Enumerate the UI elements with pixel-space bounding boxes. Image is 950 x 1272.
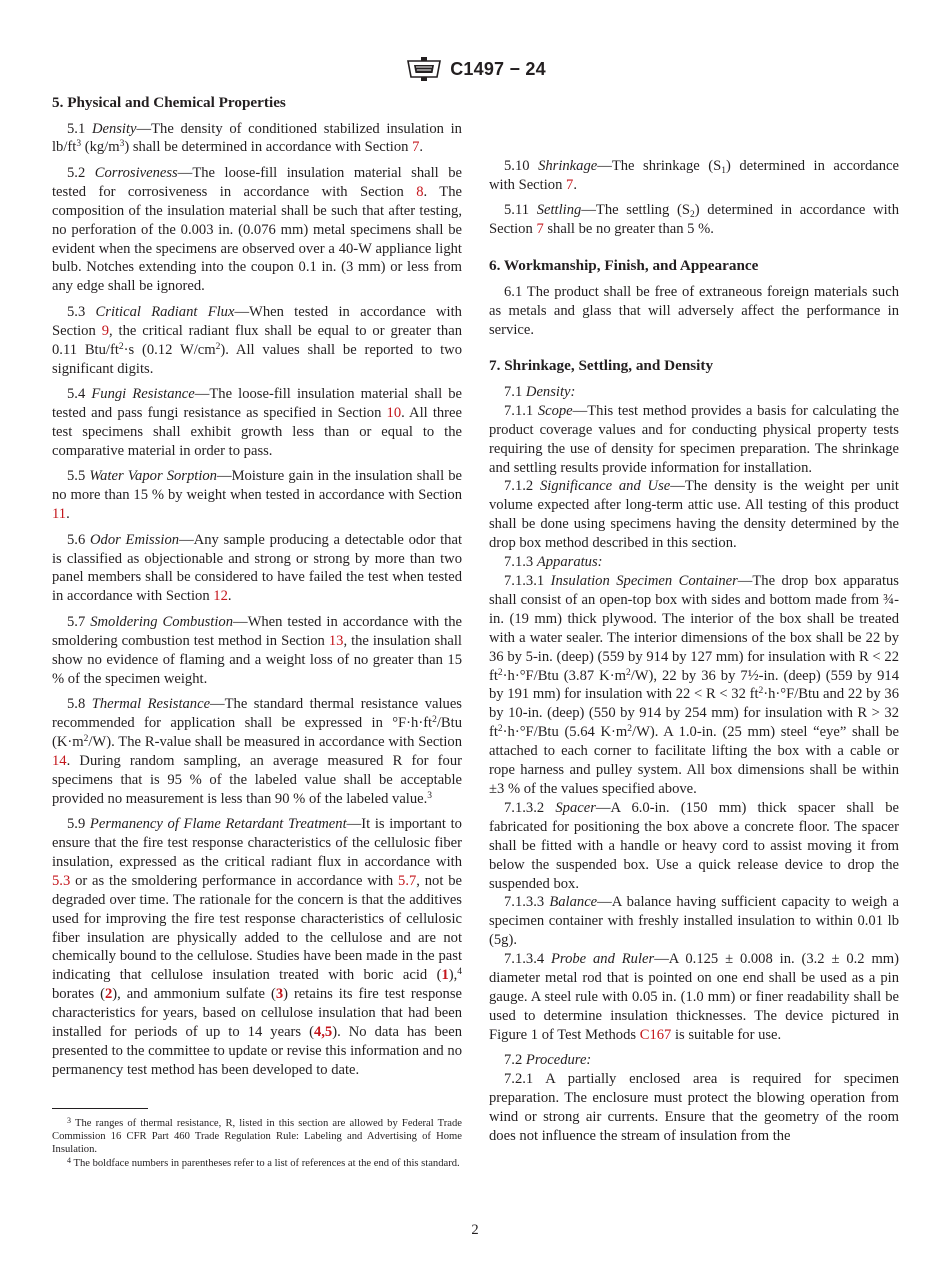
paragraph-text: . (419, 139, 424, 156)
paragraph-text: or as the smoldering performance in accordance with (70, 872, 399, 889)
page-header (0, 55, 950, 83)
paragraph-text: —When tested in accordance with the smoldering combustion test method in Section (52, 613, 463, 649)
paragraph-7-1-3-4 (489, 950, 899, 1045)
paragraph-text: ). No data has been presented to the committee to update or revise this information and no permanency test method has been developed to date. (52, 1024, 462, 1078)
paragraph-5-4 (52, 385, 462, 461)
paragraph-title: Density: (525, 383, 576, 400)
paragraph-number: 7.2.1 (504, 1071, 534, 1088)
paragraph-text: , the insulation shall show no evidence of flaming and a weight loss of no greater than 15 % of the specimen weight. (52, 632, 462, 687)
astm-logo-icon (404, 55, 444, 83)
paragraph-5-1 (52, 120, 462, 158)
paragraph-title: Probe and Ruler (551, 951, 655, 968)
superscript: 2 (118, 341, 124, 352)
paragraph-title: Density (91, 120, 137, 137)
paragraph-title: Thermal Resistance (91, 696, 211, 713)
paragraph-text: —The density of conditioned stabilized insulation in lb/ft (52, 120, 462, 156)
footnote-mark: 4 (67, 1156, 71, 1166)
paragraph-text: . (227, 588, 232, 605)
subscript: 2 (689, 210, 695, 221)
footnote-3 (52, 1117, 462, 1157)
reference-link[interactable]: 3 (275, 986, 284, 1003)
section-5-heading: 5. Physical and Chemical Properties (52, 94, 286, 111)
footnote-4 (52, 1157, 462, 1170)
paragraph-text: ·h·°F/Btu (3.87 K·m (502, 667, 626, 684)
left-column (52, 94, 462, 1080)
paragraph-text: ) shall be determined in accordance with Section (124, 139, 413, 156)
paragraph-title: Shrinkage (538, 158, 598, 174)
paragraph-text: , the critical radiant flux shall be equal to or greater than 0.11 Btu/ft (52, 322, 462, 358)
paragraph-text: —The drop box apparatus shall consist of an open-top box with sides and bottom made from ¾-in. (19 mm) thick plywood. The interior of the box shall be treated with a water sealer. The interior dimensions of the box shall be 22 by 36 by 5-in. (deep) (559 by 914 by 127 mm) for insulation with R < 22 ft (489, 573, 899, 684)
paragraph-text: /W), 22 by 36 by 7½-in. (deep) (559 by 914 by 191 mm) for insulation with 22 < R < 32 ft (489, 667, 899, 703)
section-link[interactable]: 8 (416, 183, 424, 200)
paragraph-5-6 (52, 531, 462, 607)
paragraph-text: , not be degraded over time. The rationale for the concern is that the additives used for improving the fire test response characteristics of cellulosic fiber insulation are physically added to the cellulose and are not chemically bound to the cellulose. Studies have been made in the past indicating that cellulose insulation treated with boric acid ( (52, 872, 462, 984)
paragraph-text: /W). A 1.0-in. (25 mm) steel “eye” shall be attached to each corner to facilitate lifting the box with a cable or rope harness and pulley system. All box dimensions shall be within ±3 % of the values specified above. (489, 724, 899, 797)
paragraph-text: (kg/m (81, 139, 120, 156)
superscript: 2 (497, 667, 503, 678)
paragraph-text: ). All values shall be reported to two significant digits. (52, 341, 463, 377)
paragraph-text: —The loose-fill insulation material shall be tested and pass fungi resistance as specified in Section (52, 386, 463, 421)
paragraph-title: Scope (537, 402, 573, 419)
section-link[interactable]: 10 (386, 404, 402, 421)
paragraph-text: borates ( (52, 986, 105, 1003)
paragraph-number: 7.1.2 (504, 478, 534, 495)
paragraph-text: . The composition of the insulation material shall be such that after testing, no perforation of the 0.003 in. (0.076 mm) metal specimens shall be evident when the specimens are observed over a 40-W appliance light bulb. Notches extending into the coupon 0.1 in. (3 mm) or less from any edge shall be ignored. (52, 183, 462, 295)
paragraph-number: 7.2 (504, 1052, 523, 1069)
paragraph-7-2 (489, 1051, 899, 1070)
paragraph-text: ) retains its fire test response characteristics for years, based on cellulose insulation that had been installed for periods of up to 14 years ( (52, 986, 462, 1041)
paragraph-title: Fungi Resistance (91, 386, 195, 403)
section-link[interactable]: 11 (52, 506, 67, 523)
paragraph-5-5 (52, 467, 462, 524)
section-7-heading: 7. Shrinkage, Settling, and Density (489, 357, 714, 375)
paragraph-text: A partially enclosed area is required for specimen preparation. The enclosure must protect the blowing operation from wind or strong air currents. Ensure that the geometry of the room does not influence the stream of insulation from the (489, 1071, 899, 1144)
footnotes (52, 1117, 462, 1171)
paragraph-text: ) determined in accordance with Section (489, 158, 900, 193)
paragraph-number: 5.1 (67, 120, 86, 137)
paragraph-title: Smoldering Combustion (90, 613, 234, 630)
paragraph-number: 5.7 (67, 613, 86, 630)
paragraph-5-3 (52, 303, 462, 379)
paragraph-text: —Any sample producing a detectable odor that is classified as objectionable and strong or strong by more than two panel members shall be considered to have failed the test when tested in accordance with Section (52, 531, 463, 605)
paragraph-title: Water Vapor Sorption (89, 468, 217, 485)
footnote-marker[interactable]: 3 (427, 790, 433, 801)
paragraph-title: Settling (536, 202, 582, 219)
paragraph-title: Procedure: (525, 1052, 592, 1069)
paragraph-number: 5.10 (504, 158, 530, 174)
paragraph-title: Corrosiveness (94, 164, 178, 181)
footnote-mark: 3 (67, 1116, 71, 1125)
paragraph-number: 5.2 (67, 164, 86, 181)
paragraph-text: /W). The R-value shall be measured in accordance with Section (88, 733, 462, 750)
paragraph-number: 7.1 (504, 383, 523, 400)
paragraph-number: 7.1.3.2 (504, 799, 545, 816)
right-column (489, 94, 899, 1146)
paragraph-text: ), (448, 967, 458, 984)
paragraph-text: —It is important to ensure that the fire test response characteristics of the cellulosic fiber insulation, expressed as the critical radiant flux in accordance with (52, 816, 462, 870)
paragraph-text: . All three test specimens shall exhibit growth less than or equal to the comparative material in order to pass. (52, 404, 462, 459)
paragraph-text: ), and ammonium sulfate ( (112, 986, 276, 1003)
section-link[interactable]: 12 (213, 588, 228, 605)
paragraph-7-1-3-3 (489, 893, 899, 950)
paragraph-7-2-1 (489, 1070, 899, 1146)
paragraph-number: 7.1.3.4 (504, 951, 545, 968)
paragraph-number: 5.11 (504, 202, 529, 219)
superscript: 2 (83, 733, 89, 744)
paragraph-number: 7.1.3.1 (504, 573, 545, 589)
paragraph-text: —When tested in accordance with Section (52, 303, 462, 339)
section-link[interactable]: 5.3 (52, 872, 71, 889)
paragraph-text: . During random sampling, an average measured R for four specimens that is 95 % of the labeled value shall be acceptable provided no measurement is less than 90 % of the labeled value. (52, 752, 462, 807)
paragraph-5-10 (489, 157, 899, 195)
footnote-divider (52, 1108, 148, 1109)
paragraph-title: Permanency of Flame Retardant Treatment (89, 816, 347, 833)
paragraph-text: —A 0.125 ± 0.008 in. (3.2 ± 0.2 mm) diameter metal rod that is pointed on one end shall be used as a pin gauge. A steel rule with 0.05 in. (1.0 mm) or finer readability shall be used to determine insulation thicknesses. The device pictured in Figure 1 of Test Methods (489, 951, 900, 1043)
reference-link[interactable]: 1 (441, 967, 449, 984)
footnote-marker[interactable]: 4 (457, 967, 462, 978)
paragraph-number: 5.9 (67, 816, 86, 833)
paragraph-title: Critical Radiant Flux (95, 303, 235, 320)
superscript: 2 (758, 686, 764, 697)
paragraph-number: 5.6 (67, 531, 86, 548)
paragraph-number: 5.4 (67, 386, 86, 403)
paragraph-number: 7.1.1 (504, 402, 534, 419)
paragraph-5-8 (52, 695, 462, 808)
paragraph-7-1-1 (489, 402, 899, 478)
paragraph-text: —This test method provides a basis for calculating the product coverage values and for conducting physical property tests requiring the use of density for specimen preparation. The shrinkage and settling results provide information for installation. (489, 402, 899, 476)
superscript: 2 (432, 714, 437, 725)
paragraph-number: 5.3 (67, 303, 86, 320)
paragraph-title: Significance and Use (539, 478, 671, 495)
paragraph-text: . (573, 176, 577, 193)
reference-link[interactable]: 2 (104, 986, 113, 1003)
paragraph-5-7 (52, 613, 462, 689)
footnote-text: The boldface numbers in parentheses refer to a list of references at the end of this standard. (73, 1158, 460, 1170)
paragraph-7-1 (489, 383, 899, 402)
paragraph-text: —The standard thermal resistance values recommended for application shall be expressed in °F·h·ft (52, 696, 462, 731)
reference-link[interactable]: 4,5 (313, 1024, 333, 1041)
section-link[interactable]: 7 (536, 221, 544, 238)
paragraph-text: . (66, 506, 70, 523)
section-link[interactable]: 5.7 (398, 872, 417, 889)
paragraph-title: Apparatus: (536, 554, 603, 571)
page-number: 2 (471, 1222, 479, 1238)
paragraph-text: /Btu (K·m (52, 714, 462, 750)
subscript: 1 (721, 166, 727, 176)
paragraph-title: Odor Emission (90, 531, 180, 548)
paragraph-text: ·h·°F/Btu (5.64 K·m (502, 724, 628, 741)
section-link[interactable]: 7 (566, 176, 574, 193)
paragraph-7-1-3 (489, 553, 899, 572)
paragraph-text: is suitable for use. (671, 1026, 782, 1043)
paragraph-text: —A 6.0-in. (150 mm) thick spacer shall be fabricated for positioning the box above a concrete floor. The spacer shall be fitted with a handle or heavy cord to assist moving it from below the suspended box. Use a quick release device to drop the suspended box. (489, 799, 899, 892)
paragraph-text: shall be no greater than 5 %. (543, 221, 714, 238)
paragraph-5-11 (489, 201, 899, 239)
standard-link-c167[interactable]: C167 (639, 1026, 672, 1043)
paragraph-5-9 (52, 815, 462, 1080)
paragraph-text: —The density is the weight per unit volume expected after long-term attic use. All testing of this product shall be done using specimens having the density determined by the drop box method described in this section. (489, 478, 899, 552)
paragraph-text: —Moisture gain in the insulation shall be no more than 15 % by weight when tested in accordance with Section (52, 468, 462, 504)
paragraph-number: 7.1.3 (504, 554, 534, 571)
paragraph-5-2 (52, 164, 462, 296)
section-link[interactable]: 7 (412, 139, 420, 156)
superscript: 3 (119, 139, 125, 150)
paragraph-text: —The loose-fill insulation material shall be tested for corrosiveness in accordance with Section (52, 164, 462, 200)
paragraph-title: Insulation Specimen Container (550, 573, 738, 589)
section-link[interactable]: 9 (101, 322, 109, 339)
paragraph-title: Balance (549, 894, 598, 911)
section-link[interactable]: 14 (52, 752, 67, 769)
paragraph-text: ·h·°F/Btu and 22 by 36 by 10-in. (deep) (550 by 914 by 254 mm) for insulation with R > 32 ft (489, 686, 899, 741)
superscript: 3 (76, 139, 82, 150)
paragraph-text: ·s (0.12 W/cm (123, 341, 216, 358)
superscript: 2 (497, 724, 503, 735)
section-link[interactable]: 13 (328, 632, 344, 649)
paragraph-text: —A balance having sufficient capacity to weigh a specimen container with freshly installed insulation to within 0.01 lb (5g). (489, 894, 899, 949)
section-6-heading: 6. Workmanship, Finish, and Appearance (489, 257, 759, 275)
paragraph-text: ) determined in accordance with Section (489, 202, 899, 238)
footnote-text: The ranges of thermal resistance, R, listed in this section are allowed by Federal Trade Commission 16 CFR Part 460 Trade Regulation Rule: Labeling and Advertising of Home Insulation. (52, 1118, 462, 1156)
paragraph-6-1: 6.1 The product shall be free of extraneous foreign materials such as metals and glass that will adversely affect the performance in service. (489, 283, 899, 338)
paragraph-number: 7.1.3.3 (504, 894, 545, 911)
paragraph-text: —The shrinkage (S (597, 158, 722, 174)
superscript: 2 (627, 724, 633, 735)
paragraph-7-1-3-1 (489, 572, 899, 799)
superscript: 2 (215, 341, 221, 352)
paragraph-text: —The settling (S (581, 202, 690, 219)
paragraph-7-1-2 (489, 477, 899, 553)
document-id: C1497 − 24 (450, 58, 546, 79)
paragraph-number: 5.8 (67, 696, 86, 713)
paragraph-7-1-3-2 (489, 799, 899, 894)
paragraph-number: 5.5 (67, 468, 86, 485)
paragraph-title: Spacer (555, 799, 596, 816)
superscript: 2 (625, 667, 631, 678)
